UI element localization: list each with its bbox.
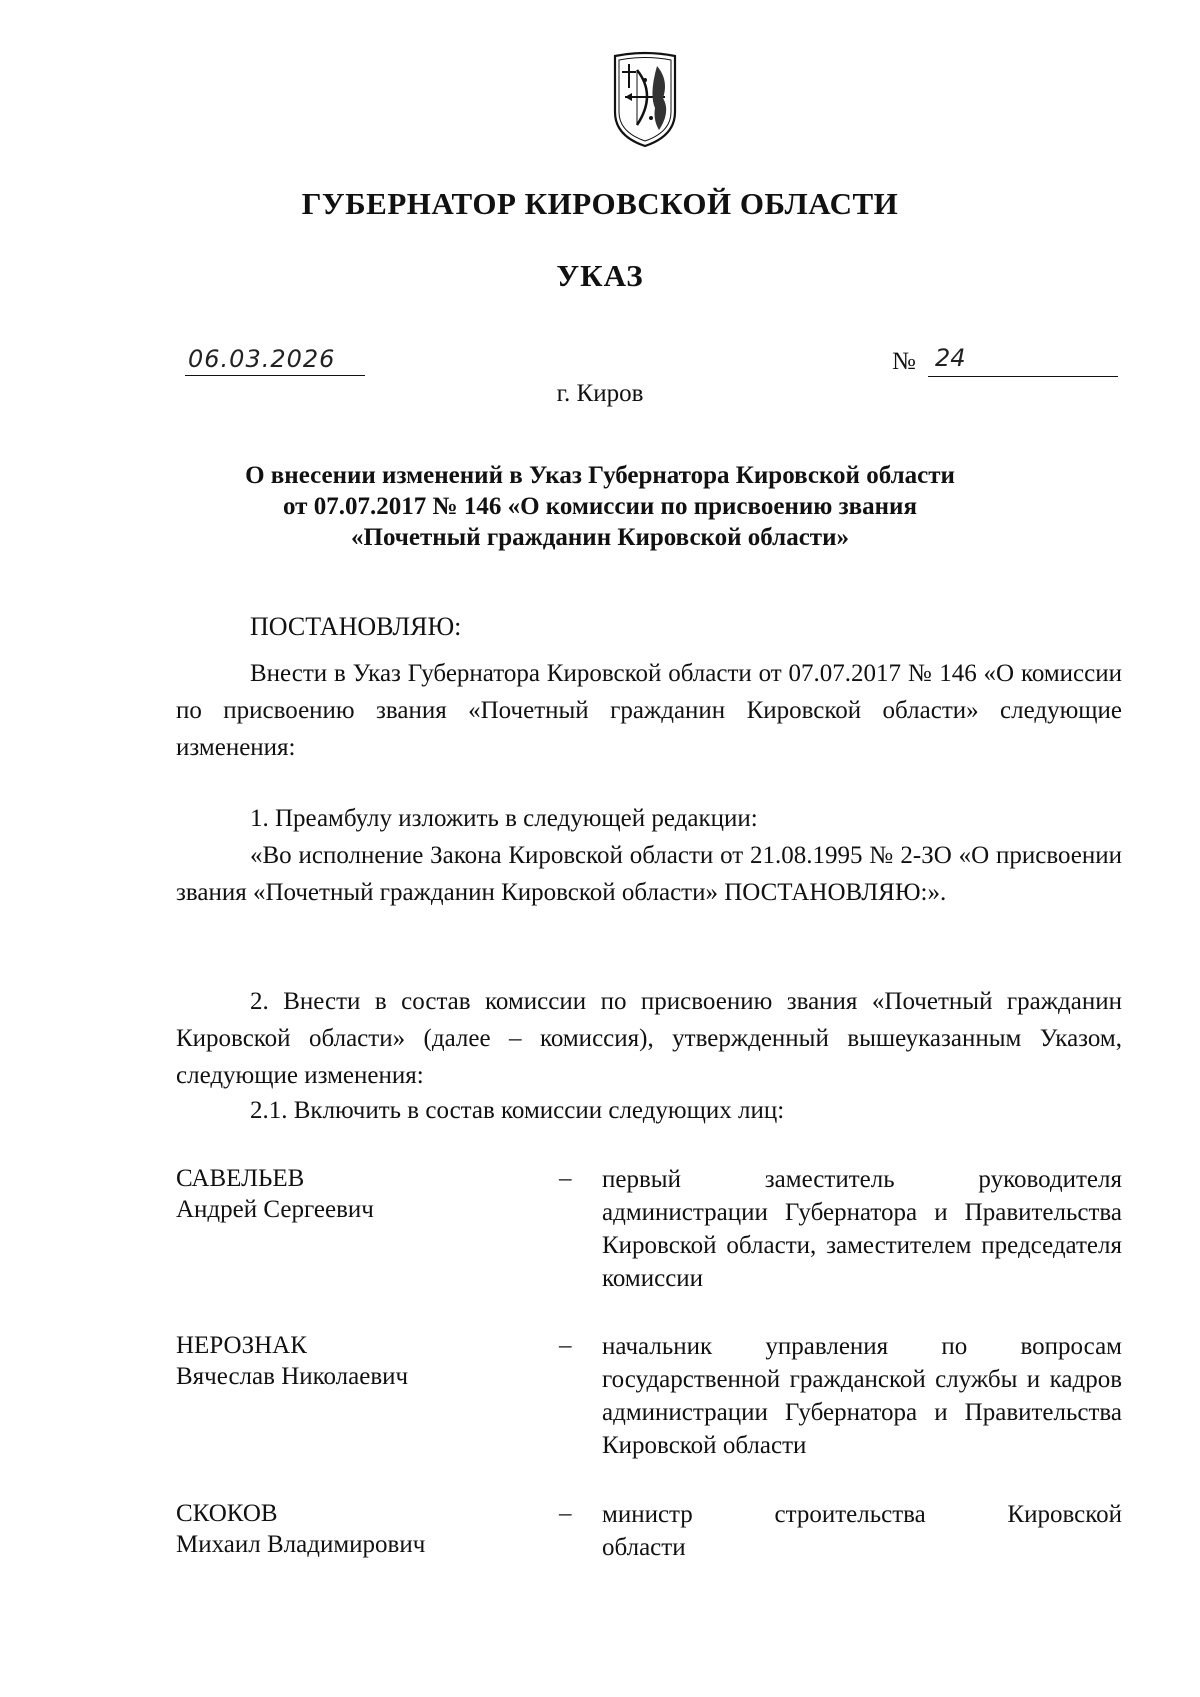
member-given-names: Михаил Владимирович [176, 1531, 426, 1558]
title-line: от 07.07.2017 № 146 «О комиссии по присвоению звания [283, 493, 917, 520]
date-underline [185, 375, 365, 376]
member-name [176, 1498, 556, 1560]
issuing-authority: ГУБЕРНАТОР КИРОВСКОЙ ОБЛАСТИ [301, 186, 899, 221]
title-line: «Почетный гражданин Кировской области» [351, 524, 849, 551]
member-position-line: министр строительства Кировской [602, 1501, 1122, 1528]
title-line: О внесении изменений в Указ Губернатора Кировской области [245, 462, 955, 489]
member-name [176, 1163, 556, 1225]
number-label: № [892, 348, 916, 375]
member-position: начальник управления по вопросам государственной гражданской службы и кадров администрации Губернатора и Правительства Кировской области [602, 1333, 1122, 1459]
document-title [150, 460, 1050, 553]
member-position: первый заместитель руководителя администрации Губернатора и Правительства Кировской области, заместителем председателя комиссии [602, 1166, 1122, 1292]
dash: – [559, 1332, 572, 1359]
decree-word: ПОСТАНОВЛЯЮ: [250, 612, 462, 641]
document-number: 24 [935, 344, 966, 372]
dash: – [559, 1165, 572, 1192]
member-given-names: Андрей Сергеевич [176, 1196, 374, 1223]
dash: – [559, 1500, 572, 1527]
coat-of-arms-icon [607, 50, 683, 150]
member-position-line: области [602, 1534, 686, 1561]
body-paragraph: «Во исполнение Закона Кировской области от 21.08.1995 № 2-ЗО «О присвоении звания «Почетный гражданин Кировской области» ПОСТАНОВЛЯЮ:». [176, 842, 1122, 906]
document-type: УКАЗ [556, 258, 644, 293]
body-paragraph: 2. Внести в состав комиссии по присвоению звания «Почетный гражданин Кировской области» (далее – комиссия), утвержденный вышеуказанным Указом, следующие изменения: [176, 988, 1122, 1089]
body-paragraph: Внести в Указ Губернатора Кировской области от 07.07.2017 № 146 «О комиссии по присвоению звания «Почетный гражданин Кировской области» следующие изменения: [176, 660, 1122, 761]
document-date: 06.03.2026 [188, 345, 336, 373]
member-surname: СКОКОВ [176, 1500, 278, 1527]
body-paragraph: 2.1. Включить в состав комиссии следующих лиц: [250, 1097, 785, 1124]
member-surname: САВЕЛЬЕВ [176, 1165, 305, 1192]
member-name [176, 1330, 556, 1392]
member-surname: НЕРОЗНАК [176, 1332, 307, 1359]
city: г. Киров [556, 380, 644, 407]
member-given-names: Вячеслав Николаевич [176, 1363, 409, 1390]
number-underline [928, 376, 1118, 377]
body-paragraph: 1. Преамбулу изложить в следующей редакции: [250, 805, 758, 832]
